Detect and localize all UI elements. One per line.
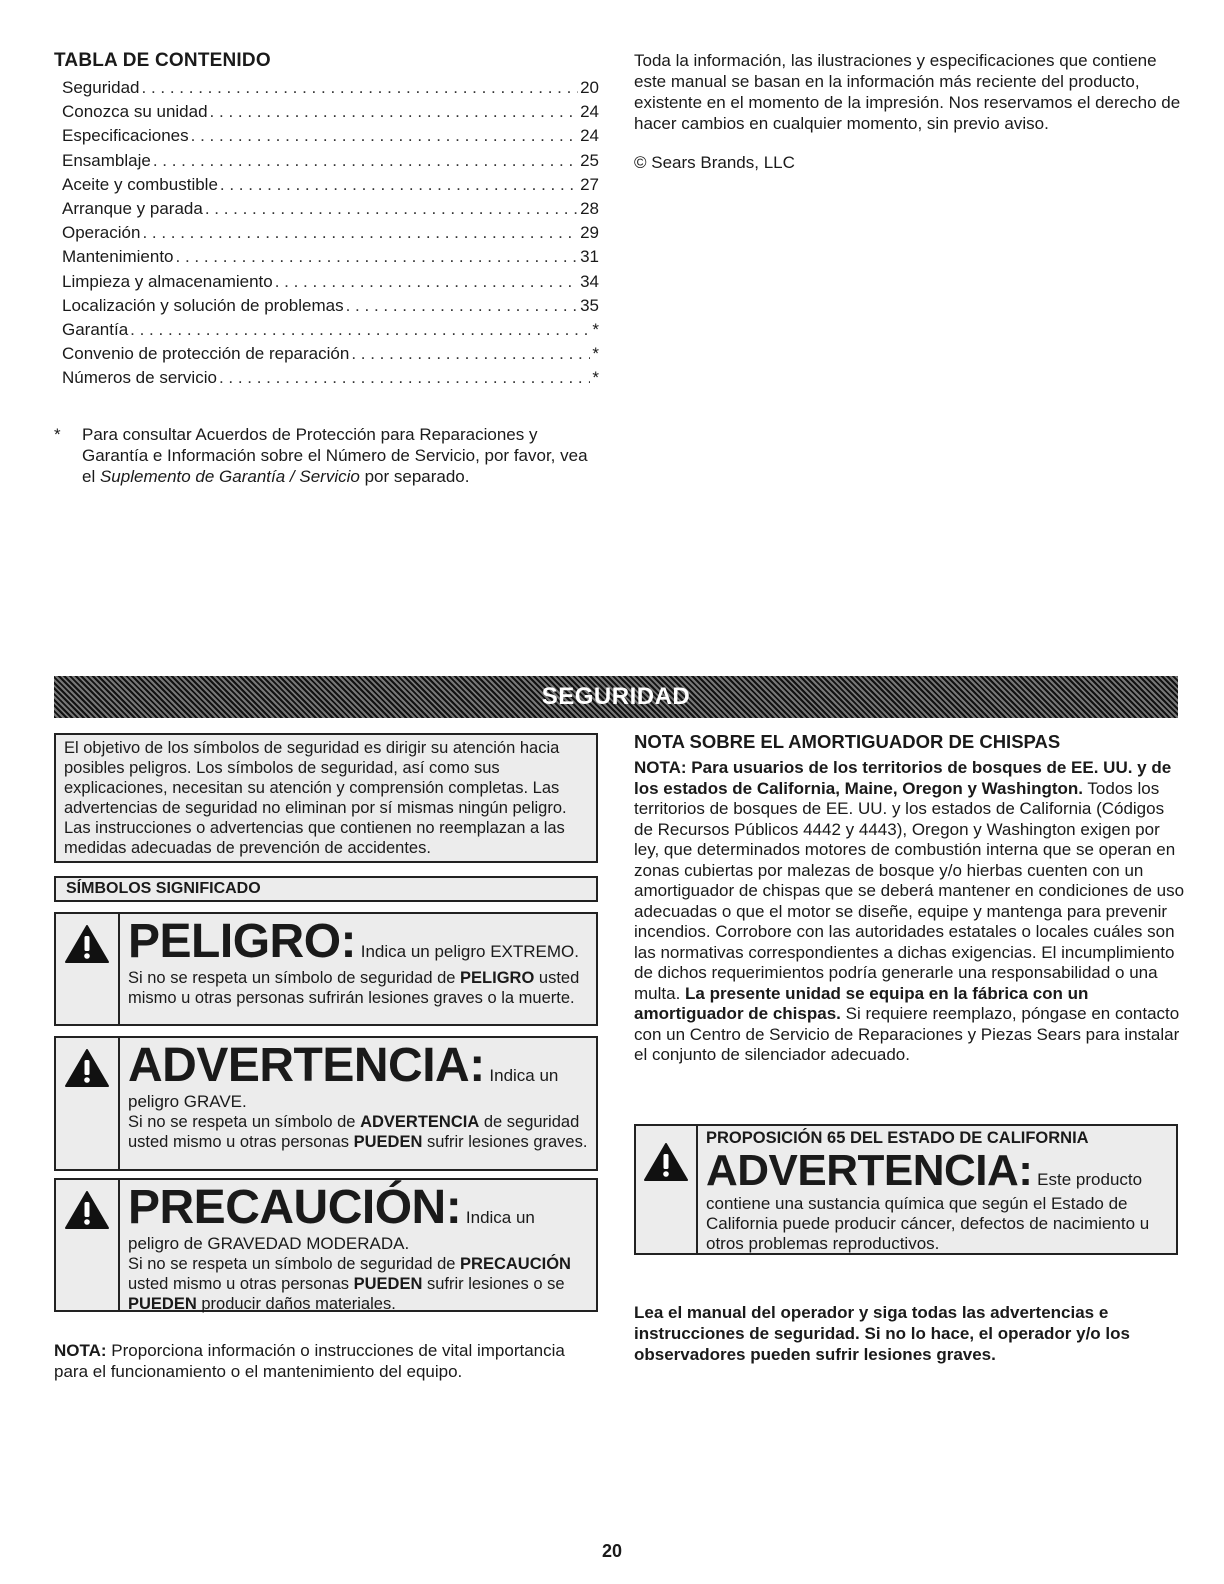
toc-item: Operación . . . 29	[54, 221, 599, 245]
toc-item: Seguridad . . . 20	[54, 76, 599, 100]
toc-item: Garantía . . . *	[54, 318, 599, 342]
warning-triangle-icon	[56, 1180, 120, 1310]
manual-intro-text: Toda la información, las ilustraciones y especificaciones que contiene este manual se basan en la información más reciente del producto, existente en el momento de la impresión. Nos reservamos el derecho de hacer cambios en cualquier momento, sin previo aviso.	[634, 51, 1181, 133]
prop65-heading: PROPOSICIÓN 65 DEL ESTADO DE CALIFORNIA	[706, 1129, 1089, 1147]
copyright: © Sears Brands, LLC	[634, 153, 795, 172]
signal-body: ADVERTENCIA: Indica un peligro GRAVE. Si no se respeta un símbolo de ADVERTENCIA de seguridad usted mismo u otras personas PUEDEN sufrir lesiones graves.	[128, 1039, 588, 1151]
safety-intro-box: El objetivo de los símbolos de seguridad es dirigir su atención hacia posibles peligros. Los símbolos de seguridad, así como sus explicaciones, necesitan su atención y comprensión completas. Las advertencias de seguridad no eliminan por sí mismas ningún peligro. Las instrucciones o advertencias que contienen no reemplazan a las medidas adecuadas de prevención de accidentes.	[54, 733, 598, 863]
signal-word: ADVERTENCIA:	[128, 1039, 485, 1092]
signal-body: PELIGRO: Indica un peligro EXTREMO. Si no se respeta un símbolo de seguridad de PELIGRO usted mismo u otras personas sufrirán lesiones graves o la muerte.	[120, 914, 596, 1024]
signal-word: ADVERTENCIA:	[706, 1146, 1033, 1195]
section-title: SEGURIDAD	[541, 683, 691, 710]
warning-triangle-icon	[636, 1126, 698, 1253]
toc-item: Mantenimiento . . . 31	[54, 245, 599, 269]
signal-advertencia	[54, 1036, 598, 1171]
footnote-text: Para consultar Acuerdos de Protección para Reparaciones y Garantía e Información sobre el Número de Servicio, por favor, vea el Suplemento de Garantía / Servicio por separado.	[82, 425, 588, 486]
prop65-body: PROPOSICIÓN 65 DEL ESTADO DE CALIFORNIA ADVERTENCIA: Este producto contiene una sustancia química que según el Estado de California puede producir cáncer, defectos de nacimiento u otros problemas reproductivos.	[698, 1126, 1176, 1253]
toc-item: Conozca su unidad . . . 24	[54, 100, 599, 124]
toc-item: Convenio de protección de reparación . . . *	[54, 342, 599, 366]
symbols-header: SÍMBOLOS SIGNIFICADO	[54, 876, 598, 902]
spark-arrester-title: NOTA SOBRE EL AMORTIGUADOR DE CHISPAS	[634, 731, 1061, 752]
toc-list	[54, 76, 599, 391]
read-manual-warning: Lea el manual del operador y siga todas las advertencias e instrucciones de seguridad. Si no lo hace, el operador y/o los observadores pueden sufrir lesiones graves.	[634, 1303, 1130, 1364]
signal-description: Si no se respeta un símbolo de ADVERTENCIA de seguridad usted mismo u otras personas PUEDEN sufrir lesiones graves.	[128, 1113, 588, 1151]
section-banner	[54, 676, 1178, 718]
nota-definition: NOTA: Proporciona información o instrucciones de vital importancia para el funcionamiento o el mantenimiento del equipo.	[54, 1341, 565, 1381]
toc-item: Aceite y combustible . . . 27	[54, 173, 599, 197]
page-number: 20	[601, 1541, 623, 1561]
toc-title: TABLA DE CONTENIDO	[54, 50, 271, 71]
toc-footnote	[54, 424, 594, 487]
signal-word: PRECAUCIÓN:	[128, 1181, 462, 1234]
footnote-marker: *	[54, 425, 61, 444]
signal-description: Si no se respeta un símbolo de seguridad de PELIGRO usted mismo u otras personas sufrirán lesiones graves o la muerte.	[128, 969, 580, 1007]
signal-description: Si no se respeta un símbolo de seguridad de PRECAUCIÓN usted mismo u otras personas PUEDEN sufrir lesiones o se PUEDEN producir daños materiales.	[128, 1255, 571, 1313]
table-of-contents	[54, 50, 599, 391]
signal-word: PELIGRO:	[128, 915, 357, 968]
prop65-warning-box	[634, 1124, 1178, 1255]
warning-triangle-icon	[56, 1038, 120, 1169]
signal-peligro	[54, 912, 598, 1026]
toc-item: Arranque y parada . . . 28	[54, 197, 599, 221]
toc-item: Limpieza y almacenamiento . . . 34	[54, 270, 599, 294]
signal-body: PRECAUCIÓN: Indica un peligro de GRAVEDAD MODERADA. Si no se respeta un símbolo de seguridad de PRECAUCIÓN usted mismo u otras personas PUEDEN sufrir lesiones o se PUEDEN producir daños materiales.	[120, 1180, 596, 1310]
toc-item: Ensamblaje . . . 25	[54, 149, 599, 173]
spark-arrester-text: NOTA: Para usuarios de los territorios de bosques de EE. UU. y de los estados de California, Maine, Oregon y Washington. Todos los territorios de bosques de EE. UU. y los estados de California (Códigos de Recursos Públicos 4442 y 4443), Oregon y Washington exigen por ley, que determinados motores de combustión interna que se operan en zonas cubiertas por malezas de bosque y/o hierbas cuenten con un amortiguador de chispas que se deberá mantener en condiciones de uso adecuadas o que el motor se diseñe, equipe y mantenga para prevenir incendios. Corrobore con las autoridades estatales o locales cuáles son las normativas correspondientes a dichas exigencias. El incumplimiento de dichos requerimientos podría generarle una responsabilidad o una multa. La presente unidad se equipa en la fábrica con un amortiguador de chispas. Si requiere reemplazo, póngase en contacto con un Centro de Servicio de Reparaciones y Piezas Sears para instalar el conjunto de silenciador adecuado.	[634, 758, 1185, 1064]
toc-item: Especificaciones . . . 24	[54, 124, 599, 148]
signal-precaucion	[54, 1178, 598, 1312]
warning-triangle-icon	[56, 914, 120, 1024]
toc-item: Localización y solución de problemas . . . 35	[54, 294, 599, 318]
toc-item: Números de servicio . . . *	[54, 366, 599, 390]
